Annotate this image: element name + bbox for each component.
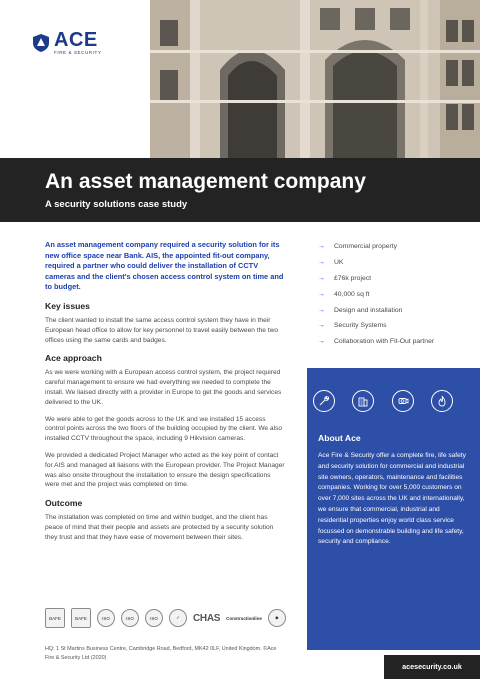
brand-tagline: FIRE & SECURITY [54,50,102,55]
list-item: → Commercial property [318,243,398,251]
iso-45001-logo-icon: ISO [145,609,163,627]
website-link[interactable]: acesecurity.co.uk [402,662,462,671]
arrow-right-icon: → [318,290,325,298]
key-issues-heading: Key issues [45,300,90,311]
fire-industry-logo-icon: ◆ [268,609,286,627]
chas-logo: CHAS [193,612,221,624]
safecontractor-logo-icon: ✓ [169,609,187,627]
footer-address: HQ: 1 St Martins Business Centre, Cambridge Road, Bedford, MK42 0LF, United Kingdom. ©Ace Fire & Security Ltd (2020) [45,646,277,661]
page-title: An asset management company [45,170,366,193]
iso-14001-logo-icon: ISO [121,609,139,627]
page-subtitle: A security solutions case study [45,199,188,210]
list-item: → Collaboration with Fit-Out partner [318,338,435,346]
arrow-right-icon: → [318,322,325,330]
arrow-right-icon: → [318,338,325,346]
project-facts-list [318,239,468,350]
building-photo [150,0,480,158]
shield-icon [32,33,50,53]
arrow-right-icon: → [318,274,325,282]
approach-paragraph-3: We provided a dedicated Project Manager who acted as the key point of contact for AIS and managed all liaisons with the European provider. The Project Manager was also onsite throughout the installation to ensure the design specifications were met and the project was completed on time. [45,451,285,489]
approach-paragraph-2: We were able to get the goods across to the UK and we installed 15 access control points across the two floors of the building occupied by the client. We also installed CCTV throughout the space, including 9 Hikvision cameras. [45,415,283,443]
building-icon [352,390,374,412]
list-item: → £76k project [318,274,372,282]
accreditation-logos [45,608,286,628]
hero-image [0,0,480,158]
arrow-right-icon: → [318,243,325,251]
bafe-logo-icon: BAFE [45,608,65,628]
brand-logo[interactable] [32,30,102,56]
outcome-heading: Outcome [45,498,83,509]
outcome-text: The installation was completed on time and within budget, and the client has peace of mind that their people and assets are protected by a security solution they trust and that they have ease of movement between their sites. [45,514,274,541]
arrow-right-icon: → [318,259,325,267]
service-icons [313,390,453,412]
approach-paragraph-1: As we were working with a European access control system, the project required careful management to ensure we had everything we needed to complete the install. We liaised directly with a provider in Europe to get the goods and services delivered to the UK. [45,369,282,406]
list-item: → Security Systems [318,322,387,330]
constructionline-logo: Constructionline [226,615,262,621]
list-item: → Design and installation [318,306,403,314]
brand-name: ACE [54,29,98,51]
flame-icon [431,390,453,412]
bafe-logo-2-icon: BAFE [71,608,91,628]
about-heading: About Ace [318,433,361,443]
arrow-right-icon: → [318,306,325,314]
about-text: Ace Fire & Security offer a complete fire, life safety and security solution for commercial and industrial site owners, operators, maintenance and facilities companies. Working for over 5,000 customers on over 7,000 sites across the UK and internationally, we ensure that commercial, industrial and residential properties enjoy world class service focussed on demonstrable building and life safety, security and compliance. [318,452,466,546]
intro-paragraph: An asset management company required a security solution for its new office space near Bank. AIS, the appointed fit-out company, required a partner who could deliver the installation of CCTV cameras and the client's chosen access control system on time and to budget. [45,240,284,292]
wrench-icon [313,390,335,412]
list-item: → 40,000 sq ft [318,290,370,298]
hero-white-area [0,0,150,158]
approach-heading: Ace approach [45,353,102,364]
key-issues-text: The client wanted to install the same access control system they have in their European head office to allow for key personnel to travel easily between the two offices using the same cards and badges. [45,316,278,344]
list-item: → UK [318,259,344,267]
iso-9001-logo-icon: ISO [97,609,115,627]
main-content [45,240,285,550]
camera-icon [392,390,414,412]
